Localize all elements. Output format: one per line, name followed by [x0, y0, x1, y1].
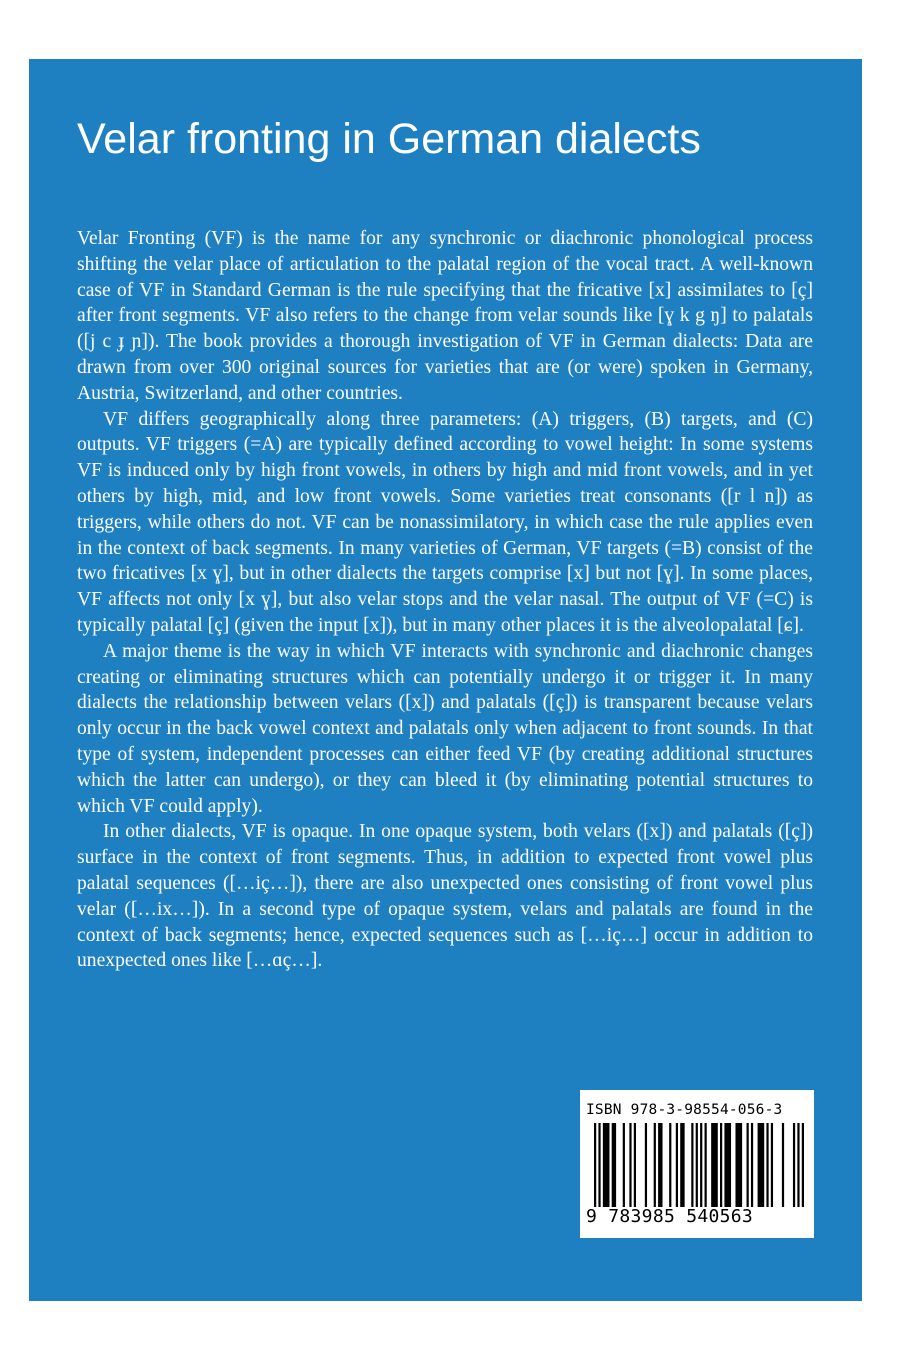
barcode-bar-12 [680, 1123, 684, 1207]
barcode-bar-13 [691, 1123, 693, 1207]
blurb-paragraph-1: Velar Fronting (VF) is the name for any synchronic or diachronic phonological process shifting the velar place of articulation to the palatal region of the vocal tract. A well-known case of VF in Standard German is the rule specifying that the fricative [x] assimilates to [ç] after front segments. VF also refers to the change from velar sounds like [ɣ k g ŋ] to palatals ([j c ɟ ɲ]). The book provides a thorough investigation of VF in German dialects: Data are drawn from over 300 original sources for varieties that are (or were) spoken in Germany, Austria, Switzerland, and other countries. [77, 228, 813, 404]
barcode-bar-3 [612, 1123, 616, 1207]
barcode-bar-5 [629, 1123, 631, 1207]
barcode-bar-16 [705, 1123, 707, 1207]
back-cover [29, 59, 862, 1301]
barcode-bar-17 [711, 1123, 718, 1207]
barcode-bar-4 [623, 1123, 625, 1207]
barcode-bar-23 [758, 1123, 765, 1207]
barcode-bar-26 [782, 1123, 784, 1207]
blurb-paragraph-3: A major theme is the way in which VF interacts with synchronic and diachronic changes creating or eliminating structures which can potentially undergo it or trigger it. In many dialects the relationship between velars ([x]) and palatals ([ç]) is transparent because velars only occur in the back vowel context and palatals only when adjacent to front sounds. In that type of system, independent processes can either feed VF (by creating additional structures which the latter can undergo), or they can bleed it (by eliminating potential structures to which VF could apply). [77, 640, 813, 817]
blurb-paragraph-4: In other dialects, VF is opaque. In one opaque system, both velars ([x]) and palatals ([ç]) surface in the context of front segments. Thus, in addition to expected front vowel plus palatal sequences ([…iç…]), there are also unexpected ones consisting of front vowel plus velar ([…ix…]). In a second type of opaque system, velars and palatals are found in the context of back segments; hence, expected sequences such as […iç…] occur in addition to unexpected ones like […ɑç…]. [77, 821, 813, 972]
barcode-bar-27 [793, 1123, 795, 1207]
barcode-bar-15 [700, 1123, 702, 1207]
barcode-bar-9 [658, 1123, 662, 1207]
barcode-bar-24 [766, 1123, 768, 1207]
barcode-bar-6 [634, 1123, 636, 1207]
barcode-bar-19 [724, 1123, 731, 1207]
barcode-bar-14 [696, 1123, 698, 1207]
barcode-bar-8 [654, 1123, 656, 1207]
barcode-bar-21 [747, 1123, 749, 1207]
barcode-bar-28 [797, 1123, 799, 1207]
book-title: Velar fronting in German dialects [77, 115, 701, 163]
isbn-barcode [580, 1090, 814, 1238]
barcode-bar-0 [594, 1123, 596, 1207]
barcode-bar-25 [771, 1123, 773, 1207]
barcode-bar-18 [720, 1123, 722, 1207]
barcode-bar-1 [598, 1123, 600, 1207]
barcode-bar-29 [802, 1123, 804, 1207]
barcode-bar-11 [676, 1123, 678, 1207]
blurb-paragraph-2: VF differs geographically along three parameters: (A) triggers, (B) targets, and (C) outputs. VF triggers (=A) are typically defined according to vowel height: In some systems VF is induced only by high front vowels, in others by high and mid front vowels, and in yet others by high, mid, and low front vowels. Some varieties treat consonants ([r l n]) as triggers, while others do not. VF can be nonassimilatory, in which case the rule applies even in the context of back segments. In many varieties of German, VF targets (=B) consist of the two fricatives [x ɣ], but in other dialects the targets comprise [x] but not [ɣ]. In some places, VF affects not only [x ɣ], but also velar stops and the velar nasal. The output of VF (=C) is typically palatal [ç] (given the input [x]), but in many other places it is the alveolopalatal [ɕ]. [77, 408, 813, 636]
barcode-bar-7 [645, 1123, 647, 1207]
barcode-bar-10 [669, 1123, 671, 1207]
blurb-text [77, 226, 813, 974]
barcode-bar-20 [735, 1123, 742, 1207]
isbn-label: ISBN 978-3-98554-056-3 [586, 1102, 783, 1118]
barcode-bars [594, 1123, 804, 1207]
barcode-bar-2 [603, 1123, 610, 1207]
ean-digits: 9 783985 540563 [586, 1206, 754, 1227]
barcode-bar-22 [751, 1123, 753, 1207]
